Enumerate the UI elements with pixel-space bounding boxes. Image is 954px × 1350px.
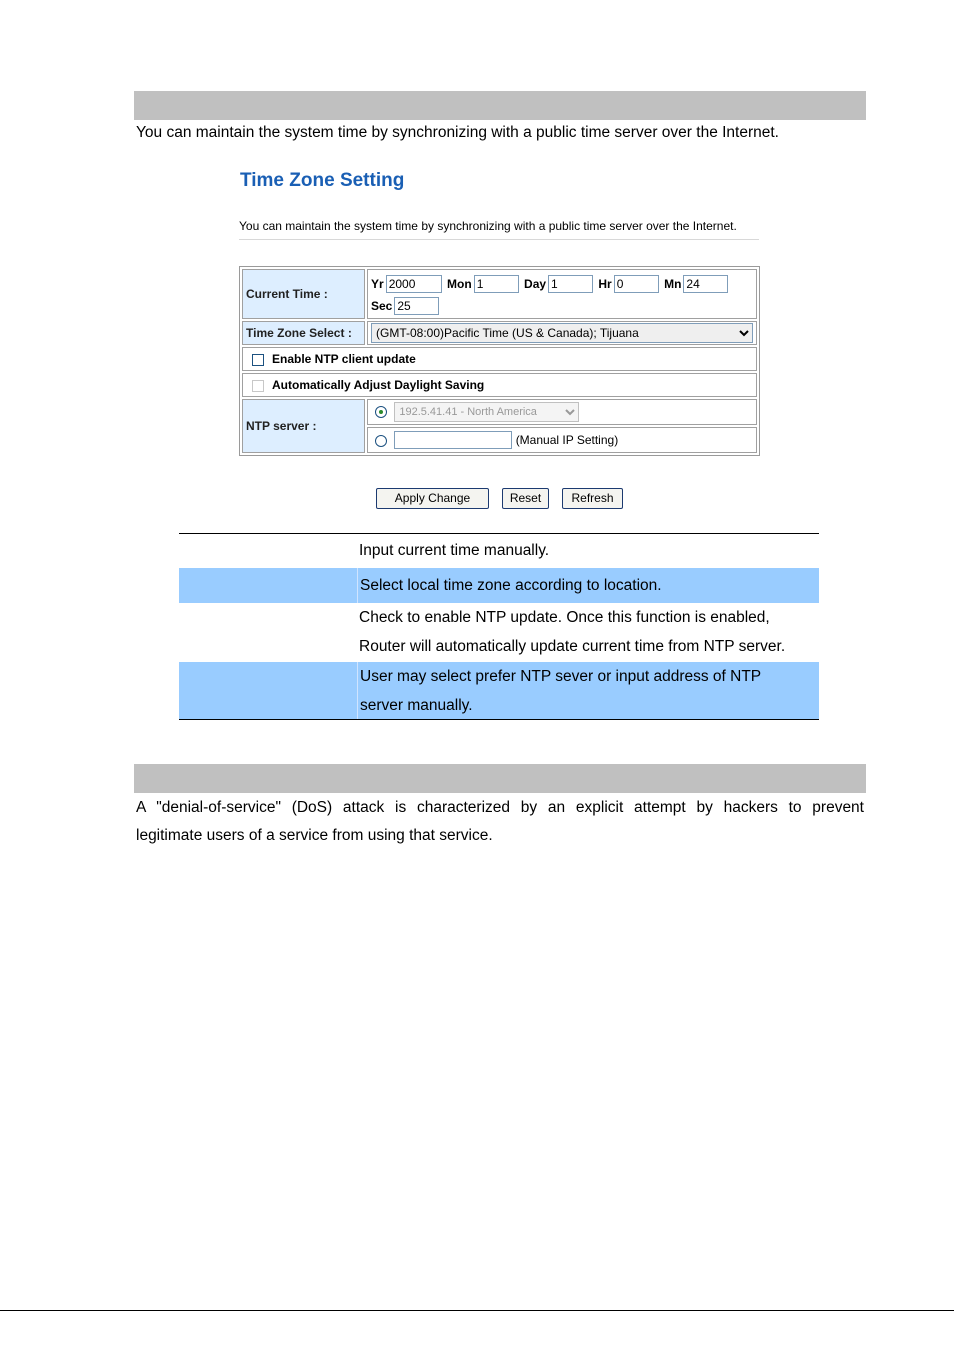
time-zone-label: Time Zone Select : — [242, 321, 365, 345]
description-text: Input current time manually. — [359, 542, 550, 559]
current-time-label: Current Time : — [242, 269, 365, 319]
current-time-fields — [367, 269, 757, 319]
minute-input[interactable] — [683, 275, 728, 293]
year-input[interactable] — [386, 275, 442, 293]
ntp-manual-note: (Manual IP Setting) — [515, 433, 619, 447]
panel-title: Time Zone Setting — [240, 170, 405, 191]
daylight-saving-checkbox[interactable] — [252, 380, 264, 392]
month-input[interactable] — [474, 275, 519, 293]
section-intro-text: You can maintain the system time by synchronizing with a public time server over the Internet. — [136, 124, 779, 141]
second-input[interactable] — [394, 297, 439, 315]
panel-description: You can maintain the system time by synchronizing with a public time server over the Internet. — [239, 219, 759, 240]
description-key — [179, 603, 357, 662]
ntp-enable-checkbox[interactable] — [252, 354, 264, 366]
dos-paragraph-line: legitimate users of a service from using that service. — [136, 827, 493, 844]
minute-label: Mn — [664, 277, 682, 291]
dos-paragraph-line: A "denial-of-service" (DoS) attack is characterized by an explicit attempt by hackers to prevent — [136, 799, 864, 816]
description-line: Router will automatically update current time from NTP server. — [359, 638, 786, 655]
ntp-preset-radio[interactable] — [375, 406, 387, 418]
daylight-saving-row — [242, 373, 757, 397]
ntp-enable-label: Enable NTP client update — [272, 352, 416, 366]
description-key — [179, 568, 358, 603]
ntp-server-label: NTP server : — [242, 399, 365, 453]
ntp-server-preset-cell — [367, 399, 757, 425]
description-key — [179, 534, 357, 568]
second-label: Sec — [371, 299, 393, 313]
ntp-manual-ip-input[interactable] — [394, 431, 512, 449]
section-header-bar — [134, 91, 866, 120]
description-text — [357, 603, 819, 662]
hour-input[interactable] — [614, 275, 659, 293]
description-row — [179, 568, 819, 603]
ntp-server-select[interactable] — [394, 402, 579, 422]
hour-label: Hr — [598, 277, 612, 291]
description-text: Select local time zone according to location. — [360, 577, 662, 594]
apply-change-button[interactable]: Apply Change — [376, 488, 489, 509]
description-line: Check to enable NTP update. Once this function is enabled, — [359, 609, 770, 626]
reset-button[interactable]: Reset — [502, 488, 549, 509]
day-input[interactable] — [548, 275, 593, 293]
ntp-enable-row — [242, 347, 757, 371]
footer-divider — [0, 1310, 954, 1311]
description-line: User may select prefer NTP sever or input address of NTP — [360, 668, 762, 685]
section-header-bar — [134, 764, 866, 793]
daylight-saving-label: Automatically Adjust Daylight Saving — [272, 378, 485, 392]
year-label: Yr — [371, 277, 384, 291]
description-key — [179, 662, 358, 719]
description-row — [179, 603, 819, 662]
day-label: Day — [524, 277, 547, 291]
refresh-button[interactable]: Refresh — [562, 488, 623, 509]
description-table — [179, 533, 819, 720]
ntp-manual-radio[interactable] — [375, 435, 387, 447]
time-zone-select[interactable] — [371, 323, 753, 343]
description-text — [358, 662, 819, 719]
ntp-server-manual-cell — [367, 427, 757, 453]
description-row — [179, 534, 819, 568]
description-line: server manually. — [360, 697, 473, 714]
description-row — [179, 662, 819, 719]
time-zone-settings-table — [239, 266, 760, 456]
month-label: Mon — [447, 277, 472, 291]
time-zone-cell — [367, 321, 757, 345]
